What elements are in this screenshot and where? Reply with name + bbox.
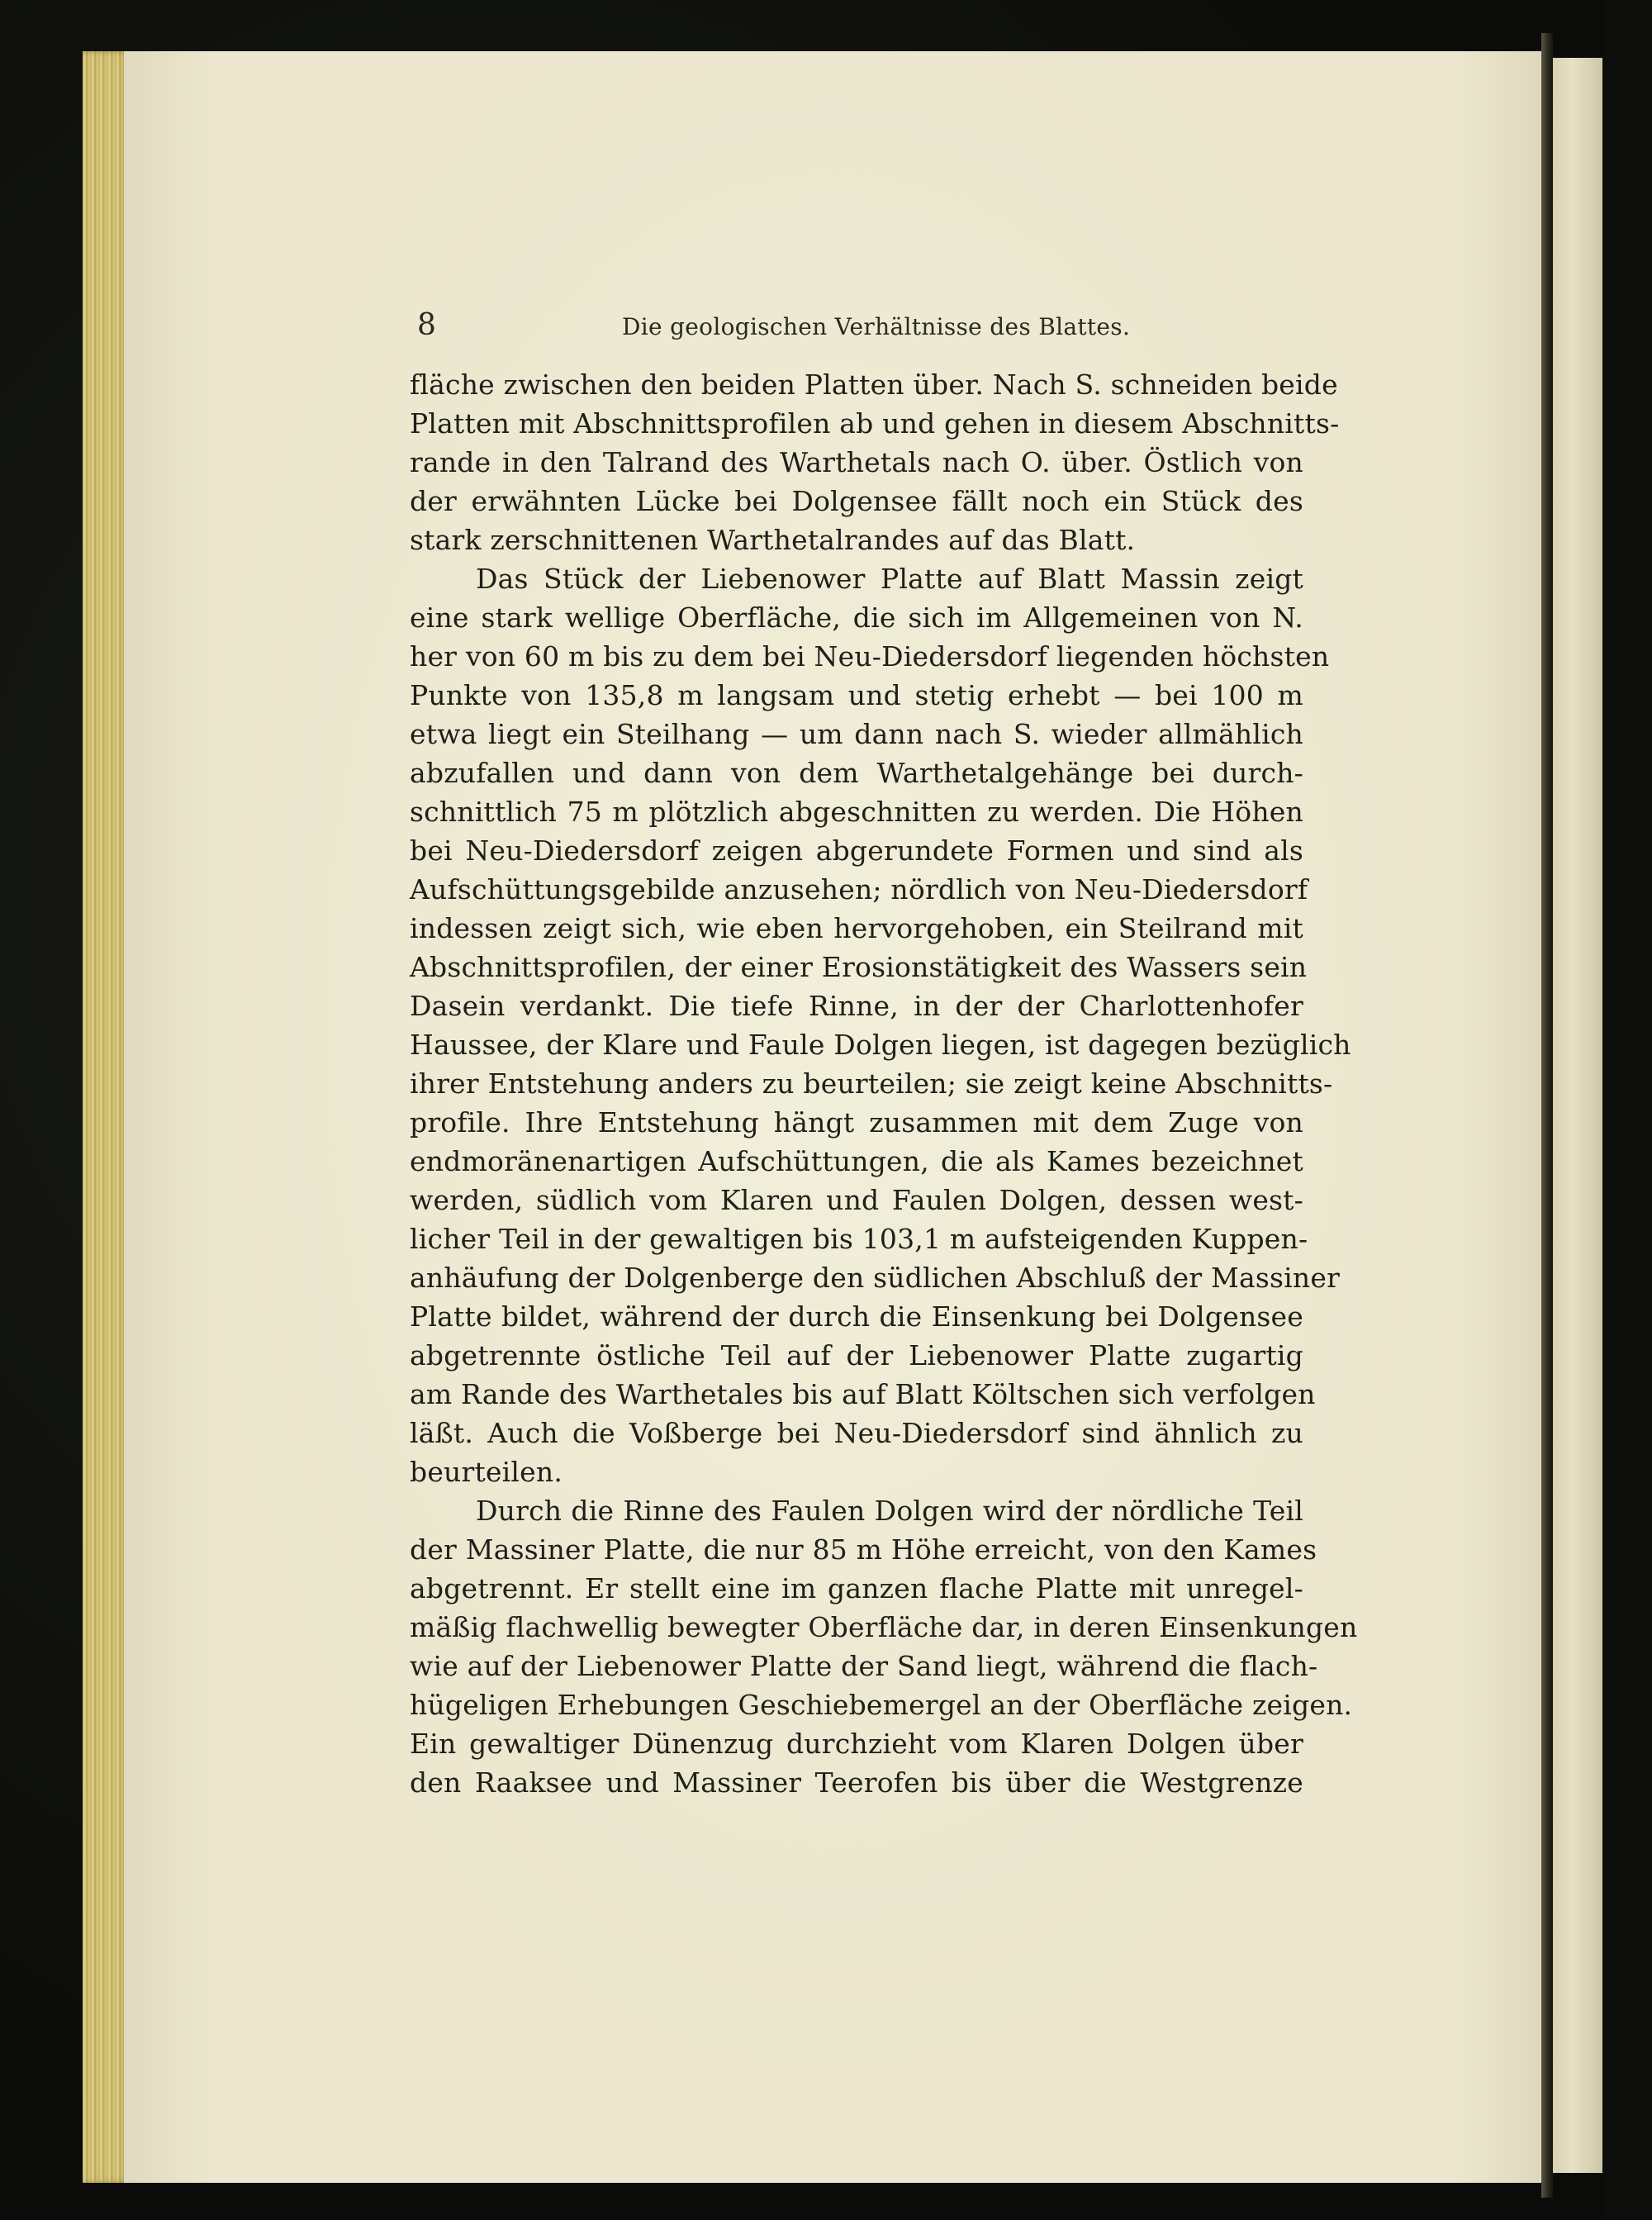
text-line: ihrer Entstehung anders zu beurteilen; sie zeigt keine Abschnitts- bbox=[410, 1067, 1333, 1100]
text-line: anhäufung der Dolgenberge den südlichen Abschluß der Massiner bbox=[410, 1262, 1341, 1294]
text-line: am Rande des Warthetales bis auf Blatt Költschen sich verfolgen bbox=[410, 1378, 1316, 1410]
paragraph-1 bbox=[410, 365, 1340, 559]
text-line: rande in den Talrand des Warthetals nach O. über. Östlich von bbox=[410, 446, 1303, 478]
text-line: Das Stück der Liebenower Platte auf Blatt Massin zeigt bbox=[476, 563, 1303, 595]
text-line: Aufschüttungsgebilde anzusehen; nördlich von Neu-Diedersdorf bbox=[410, 873, 1308, 906]
text-line: Punkte von 135,8 m langsam und stetig erhebt — bei 100 m bbox=[410, 679, 1303, 711]
text-line: profile. Ihre Entstehung hängt zusammen mit dem Zuge von bbox=[410, 1106, 1303, 1139]
text-line: Abschnittsprofilen, der einer Erosionstätigkeit des Wassers sein bbox=[410, 951, 1308, 983]
text-line: indessen zeigt sich, wie eben hervorgehoben, ein Steilrand mit bbox=[410, 912, 1303, 944]
text-line: Haussee, der Klare und Faule Dolgen liegen, ist dagegen bezüglich bbox=[410, 1029, 1351, 1061]
text-line: wie auf der Liebenower Platte der Sand liegt, während die flach- bbox=[410, 1650, 1318, 1682]
text-line: licher Teil in der gewaltigen bis 103,1 m aufsteigenden Kuppen- bbox=[410, 1223, 1308, 1255]
text-line: eine stark wellige Oberfläche, die sich im Allgemeinen von N. bbox=[410, 601, 1303, 634]
text-line: abgetrennt. Er stellt eine im ganzen flache Platte mit unregel- bbox=[410, 1572, 1303, 1604]
text-line: schnittlich 75 m plötzlich abgeschnitten zu werden. Die Höhen bbox=[410, 796, 1303, 828]
text-line: Dasein verdankt. Die tiefe Rinne, in der der Charlottenhofer bbox=[410, 990, 1303, 1022]
running-title: Die geologischen Verhältnisse des Blattes. bbox=[622, 313, 1131, 340]
text-line: her von 60 m bis zu dem bei Neu-Diedersdorf liegenden höchsten bbox=[410, 640, 1330, 673]
text-line: werden, südlich vom Klaren und Faulen Dolgen, dessen west- bbox=[410, 1184, 1303, 1216]
book-gutter bbox=[1541, 33, 1553, 2198]
text-line: endmoränenartigen Aufschüttungen, die als Kames bezeichnet bbox=[410, 1145, 1303, 1177]
text-line: abgetrennte östliche Teil auf der Liebenower Platte zugartig bbox=[410, 1339, 1303, 1371]
paragraph-3 bbox=[410, 1491, 1358, 1802]
text-line: Ein gewaltiger Dünenzug durchzieht vom Klaren Dolgen über bbox=[410, 1728, 1303, 1760]
text-line: hügeligen Erhebungen Geschiebemergel an der Oberfläche zeigen. bbox=[410, 1689, 1353, 1721]
text-line: abzufallen und dann von dem Warthetalgehänge bei durch- bbox=[410, 757, 1303, 789]
text-line: läßt. Auch die Voßberge bei Neu-Diedersdorf sind ähnlich zu bbox=[410, 1417, 1303, 1449]
next-page-edge bbox=[1553, 58, 1602, 2173]
text-line: Platte bildet, während der durch die Einsenkung bei Dolgensee bbox=[410, 1300, 1303, 1333]
text-line: stark zerschnittenen Warthetalrandes auf das Blatt. bbox=[410, 524, 1136, 556]
paragraph-2 bbox=[410, 559, 1351, 1491]
running-head bbox=[417, 307, 1131, 344]
text-line: Durch die Rinne des Faulen Dolgen wird der nördliche Teil bbox=[476, 1495, 1303, 1527]
text-line: der erwähnten Lücke bei Dolgensee fällt noch ein Stück des bbox=[410, 485, 1303, 517]
text-line: Platten mit Abschnittsprofilen ab und gehen in diesem Abschnitts- bbox=[410, 407, 1340, 440]
text-line: den Raaksee und Massiner Teerofen bis über die Westgrenze bbox=[410, 1766, 1303, 1799]
page-number: 8 bbox=[417, 308, 436, 342]
text-line: etwa liegt ein Steilhang — um dann nach S. wieder allmählich bbox=[410, 718, 1303, 750]
text-line: bei Neu-Diedersdorf zeigen abgerundete Formen und sind als bbox=[410, 834, 1303, 867]
text-line: mäßig flachwellig bewegter Oberfläche dar, in deren Einsenkungen bbox=[410, 1611, 1358, 1643]
text-line: der Massiner Platte, die nur 85 m Höhe erreicht, von den Kames bbox=[410, 1533, 1317, 1566]
text-line: beurteilen. bbox=[410, 1456, 563, 1488]
text-line: fläche zwischen den beiden Platten über. Nach S. schneiden beide bbox=[410, 368, 1338, 401]
body-text bbox=[410, 365, 1358, 1802]
right-cover-edge bbox=[1602, 0, 1652, 2220]
